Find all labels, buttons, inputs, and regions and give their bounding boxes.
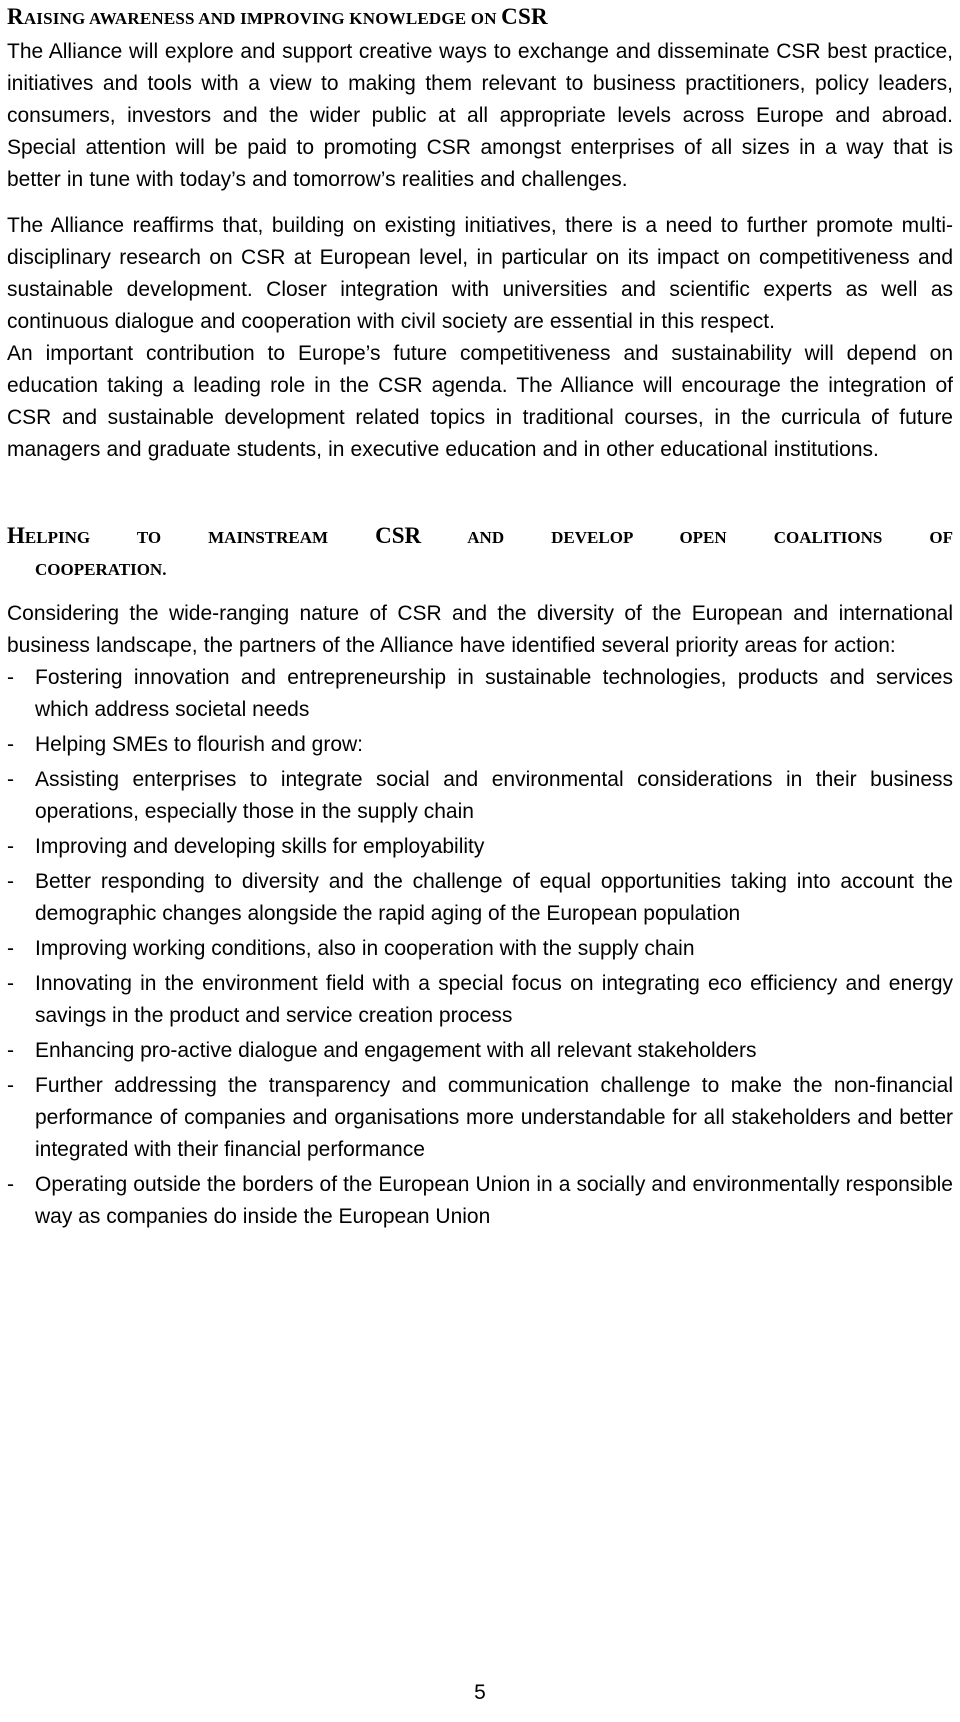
list-item-text: Improving working conditions, also in cooperation with the supply chain bbox=[35, 937, 695, 960]
paragraph-1: The Alliance will explore and support creative ways to exchange and disseminate CSR best practice, initiatives and tools with a view to making them relevant to business practitioners, policy leaders, consumers, investors and the wider public at all appropriate levels across Europe and abroad. Special attention will be paid to promoting CSR amongst enterprises of all sizes in a way that is better in tune with today’s and tomorrow’s realities and challenges. bbox=[7, 40, 953, 191]
list-item bbox=[7, 729, 953, 761]
priority-intro: Considering the wide-ranging nature of CSR and the diversity of the European and international business landscape, the partners of the Alliance have identified several priority areas for action: bbox=[7, 602, 953, 657]
bullet-dash: - bbox=[7, 1039, 14, 1062]
heading-word: TO bbox=[136, 528, 162, 547]
heading-word: H bbox=[7, 523, 25, 548]
list-item-text: Better responding to diversity and the challenge of equal opportunities taking into account the demographic changes alongside the rapid aging of the European population bbox=[35, 870, 953, 925]
heading-word: AND bbox=[467, 528, 505, 547]
list-item-text: Further addressing the transparency and communication challenge to make the non-financial performance of companies and organisations more understandable for all stakeholders and better integrated with their financial performance bbox=[35, 1074, 953, 1161]
spacer bbox=[7, 466, 953, 514]
document-page bbox=[7, 0, 953, 1236]
bullet-dash: - bbox=[7, 768, 14, 791]
spacer bbox=[7, 196, 953, 210]
list-item bbox=[7, 866, 953, 930]
list-item-text: Enhancing pro-active dialogue and engagement with all relevant stakeholders bbox=[35, 1039, 757, 1062]
heading-word: OPEN bbox=[679, 528, 727, 547]
bullet-dash: - bbox=[7, 733, 14, 756]
section-heading-mainstream-csr bbox=[7, 520, 953, 554]
list-item bbox=[7, 1035, 953, 1067]
list-item bbox=[7, 831, 953, 863]
heading-initial-letter: R bbox=[7, 4, 24, 29]
heading-word: CSR bbox=[375, 523, 422, 548]
priority-list bbox=[7, 662, 953, 1233]
heading-word: COALITIONS bbox=[773, 528, 883, 547]
bullet-dash: - bbox=[7, 666, 14, 689]
heading-word: ELPING bbox=[24, 528, 91, 547]
list-item-text: Operating outside the borders of the European Union in a socially and environmentally responsible way as companies do inside the European Union bbox=[35, 1173, 953, 1228]
list-item bbox=[7, 764, 953, 828]
paragraph-3: An important contribution to Europe’s future competitiveness and sustainability will depend on education taking a leading role in the CSR agenda. The Alliance will encourage the integration of CSR and sustainable development related topics in traditional courses, in the curricula of future managers and graduate students, in executive education and in other educational institutions. bbox=[7, 342, 953, 461]
bullet-dash: - bbox=[7, 1173, 14, 1196]
heading-word: MAINSTREAM bbox=[208, 528, 329, 547]
list-item-text: Fostering innovation and entrepreneurship in sustainable technologies, products and services which address societal needs bbox=[35, 666, 953, 721]
bullet-dash: - bbox=[7, 870, 14, 893]
list-item bbox=[7, 933, 953, 965]
list-item bbox=[7, 1169, 953, 1233]
list-item bbox=[7, 662, 953, 726]
bullet-dash: - bbox=[7, 972, 14, 995]
list-item-text: Innovating in the environment field with a special focus on integrating eco efficiency and energy savings in the product and service creation process bbox=[35, 972, 953, 1027]
section-heading-continuation: COOPERATION. bbox=[35, 560, 167, 579]
heading-word: DEVELOP bbox=[551, 528, 633, 547]
bullet-dash: - bbox=[7, 1074, 14, 1097]
list-item bbox=[7, 1070, 953, 1166]
page-number: 5 bbox=[474, 1681, 486, 1704]
heading-csr-text: CSR bbox=[501, 4, 548, 29]
heading-word: OF bbox=[929, 528, 954, 547]
list-item bbox=[7, 968, 953, 1032]
bullet-dash: - bbox=[7, 835, 14, 858]
list-item-text: Helping SMEs to flourish and grow: bbox=[35, 733, 363, 756]
list-item-text: Improving and developing skills for employability bbox=[35, 835, 485, 858]
section-heading-raising-awareness bbox=[7, 0, 953, 36]
bullet-dash: - bbox=[7, 937, 14, 960]
list-item-text: Assisting enterprises to integrate social and environmental considerations in their business operations, especially those in the supply chain bbox=[35, 768, 953, 823]
paragraph-2: The Alliance reaffirms that, building on existing initiatives, there is a need to further promote multi-disciplinary research on CSR at European level, in particular on its impact on competitiveness and sustainable development. Closer integration with universities and scientific experts as well as continuous dialogue and cooperation with civil society are essential in this respect. bbox=[7, 214, 953, 333]
heading-text: AISING AWARENESS AND IMPROVING KNOWLEDGE ON bbox=[23, 9, 502, 28]
